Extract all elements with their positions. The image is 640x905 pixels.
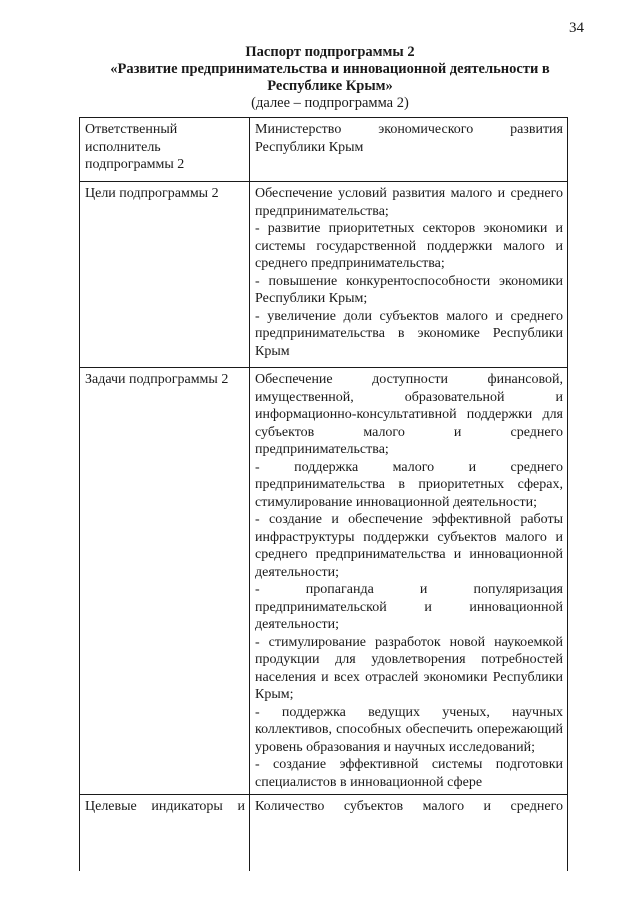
- row-label: Целевые индикаторы и: [80, 795, 250, 872]
- content-paragraph: - увеличение доли субъектов малого и среднего предпринимательства в экономике Республики Крым: [255, 308, 563, 359]
- row-label: Задачи подпрограммы 2: [80, 368, 250, 795]
- document-title: [70, 44, 590, 112]
- content-paragraph: - создание и обеспечение эффективной работы инфраструктуры поддержки субъектов малого и среднего предпринимательства и инновационной деятельности;: [255, 512, 563, 580]
- row-label: Ответственный исполнитель подпрограммы 2: [80, 118, 250, 182]
- passport-table: [79, 117, 568, 871]
- row-content: [250, 182, 568, 368]
- content-paragraph: Министерство экономического развития Республики Крым: [255, 122, 563, 155]
- content-paragraph: - пропаганда и популяризация предпринимательской и инновационной деятельности;: [255, 582, 563, 632]
- row-content: [250, 795, 568, 872]
- title-line-2: «Развитие предпринимательства и инновационной деятельности в: [110, 61, 550, 77]
- row-content: [250, 118, 568, 182]
- content-paragraph: Обеспечение доступности финансовой, имущественной, образовательной и информационно-консультативной поддержки для субъектов малого и среднего предпринимательства;: [255, 372, 563, 457]
- content-paragraph: - поддержка малого и среднего предпринимательства в приоритетных сферах, стимулирование инновационной деятельности;: [255, 459, 563, 510]
- row-label: Цели подпрограммы 2: [80, 182, 250, 368]
- content-paragraph: - повышение конкурентоспособности экономики Республики Крым;: [255, 273, 563, 306]
- content-paragraph: - стимулирование разработок новой наукоемкой продукции для удовлетворения потребностей населения и всех отраслей экономики Республики Крым;: [255, 634, 563, 702]
- table-row: [80, 368, 568, 795]
- page-number: 34: [569, 20, 584, 36]
- content-paragraph: - развитие приоритетных секторов экономики и системы государственной поддержки малого и среднего предпринимательства;: [255, 221, 563, 271]
- row-content: [250, 368, 568, 795]
- title-line-1: Паспорт подпрограммы 2: [245, 44, 415, 60]
- table-row: [80, 118, 568, 182]
- content-paragraph: Количество субъектов малого и среднего: [255, 799, 563, 814]
- table-row: [80, 182, 568, 368]
- content-paragraph: Обеспечение условий развития малого и среднего предпринимательства;: [255, 186, 563, 219]
- content-paragraph: - создание эффективной системы подготовки специалистов в инновационной сфере: [255, 757, 563, 790]
- title-line-4: (далее – подпрограмма 2): [251, 95, 409, 111]
- table-row: [80, 795, 568, 872]
- title-line-3: Республике Крым»: [267, 78, 393, 94]
- content-paragraph: - поддержка ведущих ученых, научных коллективов, способных обеспечить опережающий уровень образования и научных исследований;: [255, 704, 563, 755]
